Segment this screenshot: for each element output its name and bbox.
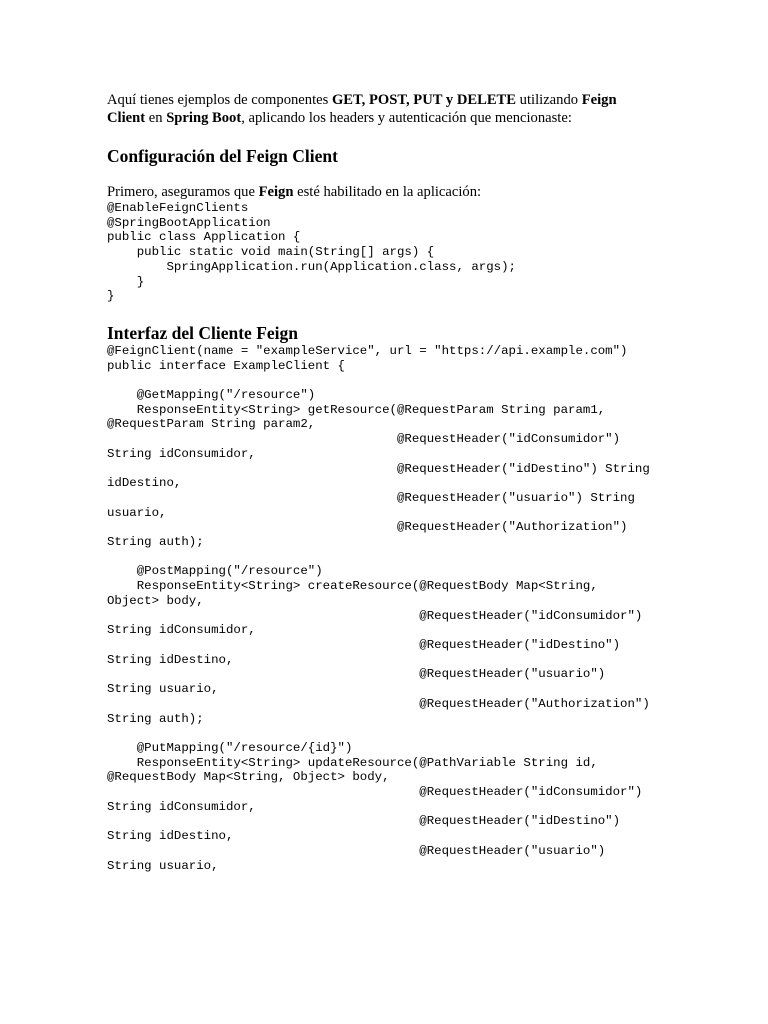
intro-text-4: , aplicando los headers y autenticación que mencionaste: <box>241 110 572 126</box>
intro-bold-spring-boot: Spring Boot <box>166 110 242 126</box>
intro-text-3: en <box>145 110 167 126</box>
intro-text-2: utilizando <box>516 92 582 108</box>
code-block-application: @EnableFeignClients @SpringBootApplication public class Application { public static void main(String[] args) { SpringApplication.run(Application.class, args); } } <box>107 201 516 304</box>
config-paragraph <box>107 183 667 201</box>
intro-bold-methods: GET, POST, PUT y DELETE <box>331 92 517 108</box>
config-text-1: Primero, aseguramos que <box>107 184 259 200</box>
intro-bold-feign: Feign <box>581 92 617 108</box>
code-block-feign-client: @FeignClient(name = "exampleService", url = "https://api.example.com") public interface ExampleClient { @GetMapping("/resource") ResponseEntity<String> getResource(@RequestParam String param1, @RequestParam String param2, @RequestHeader("idConsumidor") String idConsumidor, @RequestHeader("idDestino") String idDestino, @RequestHeader("usuario") String usuario, @RequestHeader("Authorization") String auth); @PostMapping("/resource") ResponseEntity<String> createResource(@RequestBody Map<String, Object> body, @RequestHeader("idConsumidor") String idConsumidor, @RequestHeader("idDestino") String idDestino, @RequestHeader("usuario") String usuario, @RequestHeader("Authorization") String auth); @PutMapping("/resource/{id}") ResponseEntity<String> updateResource(@PathVariable String id, @RequestBody Map<String, Object> body, @RequestHeader("idConsumidor") String idConsumidor, @RequestHeader("idDestino") String idDestino, @RequestHeader("usuario") String usuario, <box>107 343 650 873</box>
config-text-2: esté habilitado en la aplicación: <box>293 184 482 200</box>
intro-text-1: Aquí tienes ejemplos de componentes <box>107 92 332 108</box>
heading-interfaz: Interfaz del Cliente Feign <box>107 322 298 343</box>
intro-paragraph <box>107 91 667 127</box>
heading-configuracion: Configuración del Feign Client <box>107 146 338 166</box>
intro-bold-client: Client <box>107 110 146 126</box>
config-bold-feign: Feign <box>258 184 294 200</box>
document-page <box>107 91 667 873</box>
